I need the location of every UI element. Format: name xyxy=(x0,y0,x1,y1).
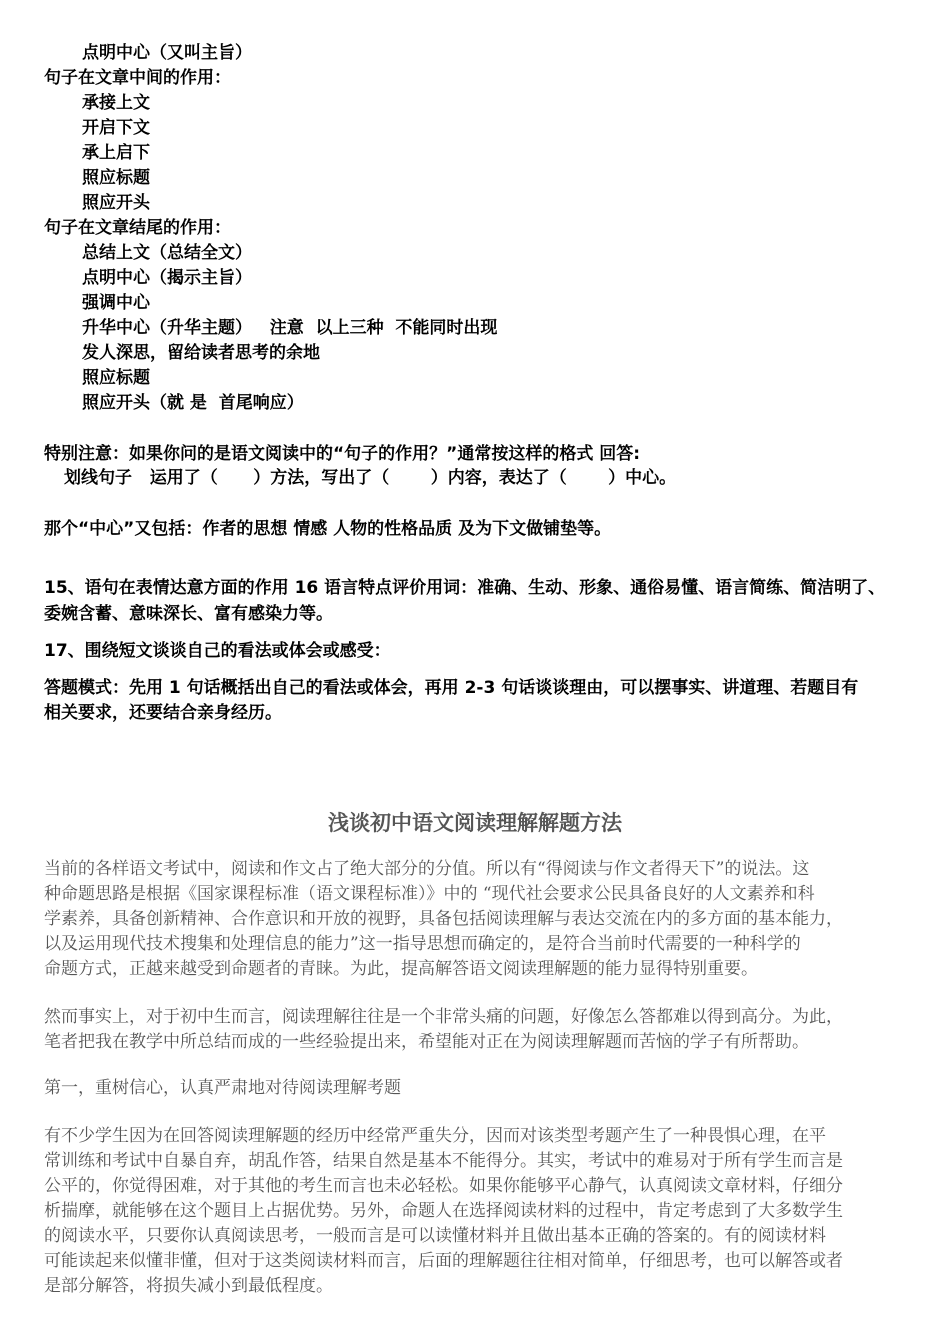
paragraph-3-line: 可能读起来似懂非懂，但对于这类阅读材料而言，后面的理解题往往相对简单，仔细思考，也可以解答或者 xyxy=(44,1251,843,1271)
list-item: 总结上文（总结全文） xyxy=(82,243,252,263)
paragraph-3-line: 析揣摩，就能够在这个题目上占据优势。另外，命题人在选择阅读材料的过程中，肯定考虑到了大多数学生 xyxy=(44,1201,843,1221)
list-item: 照应开头 xyxy=(82,193,150,213)
list-item: 点明中心（揭示主旨） xyxy=(82,268,252,288)
article-title: 浅谈初中语文阅读理解解题方法 xyxy=(328,811,622,835)
paragraph-3-line: 公平的，你觉得困难，对于其他的考生而言也未必轻松。如果你能够平心静气，认真阅读文章材料，仔细分 xyxy=(44,1176,843,1196)
paragraph-1-line: 当前的各样语文考试中，阅读和作文占了绝大部分的分值。所以有“得阅读与作文者得天下”的说法。这 xyxy=(44,859,810,879)
item-15-line-1: 15、语句在表情达意方面的作用 16 语言特点评价用词：准确、生动、形象、通俗易懂、语言简练、简洁明了、 xyxy=(44,578,886,598)
item-17: 17、围绕短文谈谈自己的看法或体会或感受： xyxy=(44,641,391,661)
paragraph-3-line: 是部分解答，将损失减小到最低程度。 xyxy=(44,1276,333,1296)
answer-mode-line-1: 答题模式：先用 1 句话概括出自己的看法或体会，再用 2-3 句话谈谈理由，可以摆事实、讲道理、若题目有 xyxy=(44,678,859,698)
list-item: 承接上文 xyxy=(82,93,150,113)
paragraph-2-line: 笔者把我在教学中所总结而成的一些经验提出来，希望能对正在为阅读理解题而苦恼的学子有所帮助。 xyxy=(44,1032,809,1052)
paragraph-3-line: 常训练和考试中自暴自弃，胡乱作答，结果自然是基本不能得分。其实，考试中的难易对于所有学生而言是 xyxy=(44,1151,843,1171)
list-item: 升华中心（升华主题） 注意 以上三种 不能同时出现 xyxy=(82,318,498,338)
section-heading: 句子在文章结尾的作用： xyxy=(44,218,231,238)
section-1-heading: 第一，重树信心，认真严肃地对待阅读理解考题 xyxy=(44,1078,401,1098)
list-item: 点明中心（又叫主旨） xyxy=(82,43,252,63)
list-item: 强调中心 xyxy=(82,293,150,313)
paragraph-1-line: 命题方式，正越来越受到命题者的青睐。为此，提高解答语文阅读理解题的能力显得特别重要。 xyxy=(44,959,758,979)
paragraph-1-line: 学素养，具备创新精神、合作意识和开放的视野，具备包括阅读理解与表达交流在内的多方面的基本能力， xyxy=(44,909,843,929)
list-item: 照应开头（就 是 首尾响应） xyxy=(82,393,304,413)
center-definition: 那个“中心”又包括：作者的思想 情感 人物的性格品质 及为下文做铺垫等。 xyxy=(44,519,612,539)
answer-mode-line-2: 相关要求，还要结合亲身经历。 xyxy=(44,703,282,723)
item-15-line-2: 委婉含蓄、意味深长、富有感染力等。 xyxy=(44,604,333,624)
list-item: 发人深思，留给读者思考的余地 xyxy=(82,343,320,363)
section-heading: 句子在文章中间的作用： xyxy=(44,68,231,88)
list-item: 开启下文 xyxy=(82,118,150,138)
list-item: 承上启下 xyxy=(82,143,150,163)
answer-template: 划线句子 运用了（ ）方法，写出了（ ）内容，表达了（ ）中心。 xyxy=(64,468,677,488)
paragraph-3-line: 有不少学生因为在回答阅读理解题的经历中经常严重失分，因而对该类型考题产生了一种畏惧心理，在平 xyxy=(44,1126,826,1146)
special-note: 特别注意：如果你问的是语文阅读中的“句子的作用？”通常按这样的格式 回答: xyxy=(44,444,641,464)
paragraph-1-line: 种命题思路是根据《国家课程标准（语文课程标准）》中的 “现代社会要求公民具备良好的人文素养和科 xyxy=(44,884,815,904)
paragraph-2-line: 然而事实上，对于初中生而言，阅读理解往往是一个非常头痛的问题，好像怎么答都难以得到高分。为此， xyxy=(44,1007,843,1027)
paragraph-3-line: 的阅读水平，只要你认真阅读思考，一般而言是可以读懂材料并且做出基本正确的答案的。有的阅读材料 xyxy=(44,1226,826,1246)
paragraph-1-line: 以及运用现代技术搜集和处理信息的能力”这一指导思想而确定的，是符合当前时代需要的一种科学的 xyxy=(44,934,801,954)
list-item: 照应标题 xyxy=(82,368,150,388)
list-item: 照应标题 xyxy=(82,168,150,188)
